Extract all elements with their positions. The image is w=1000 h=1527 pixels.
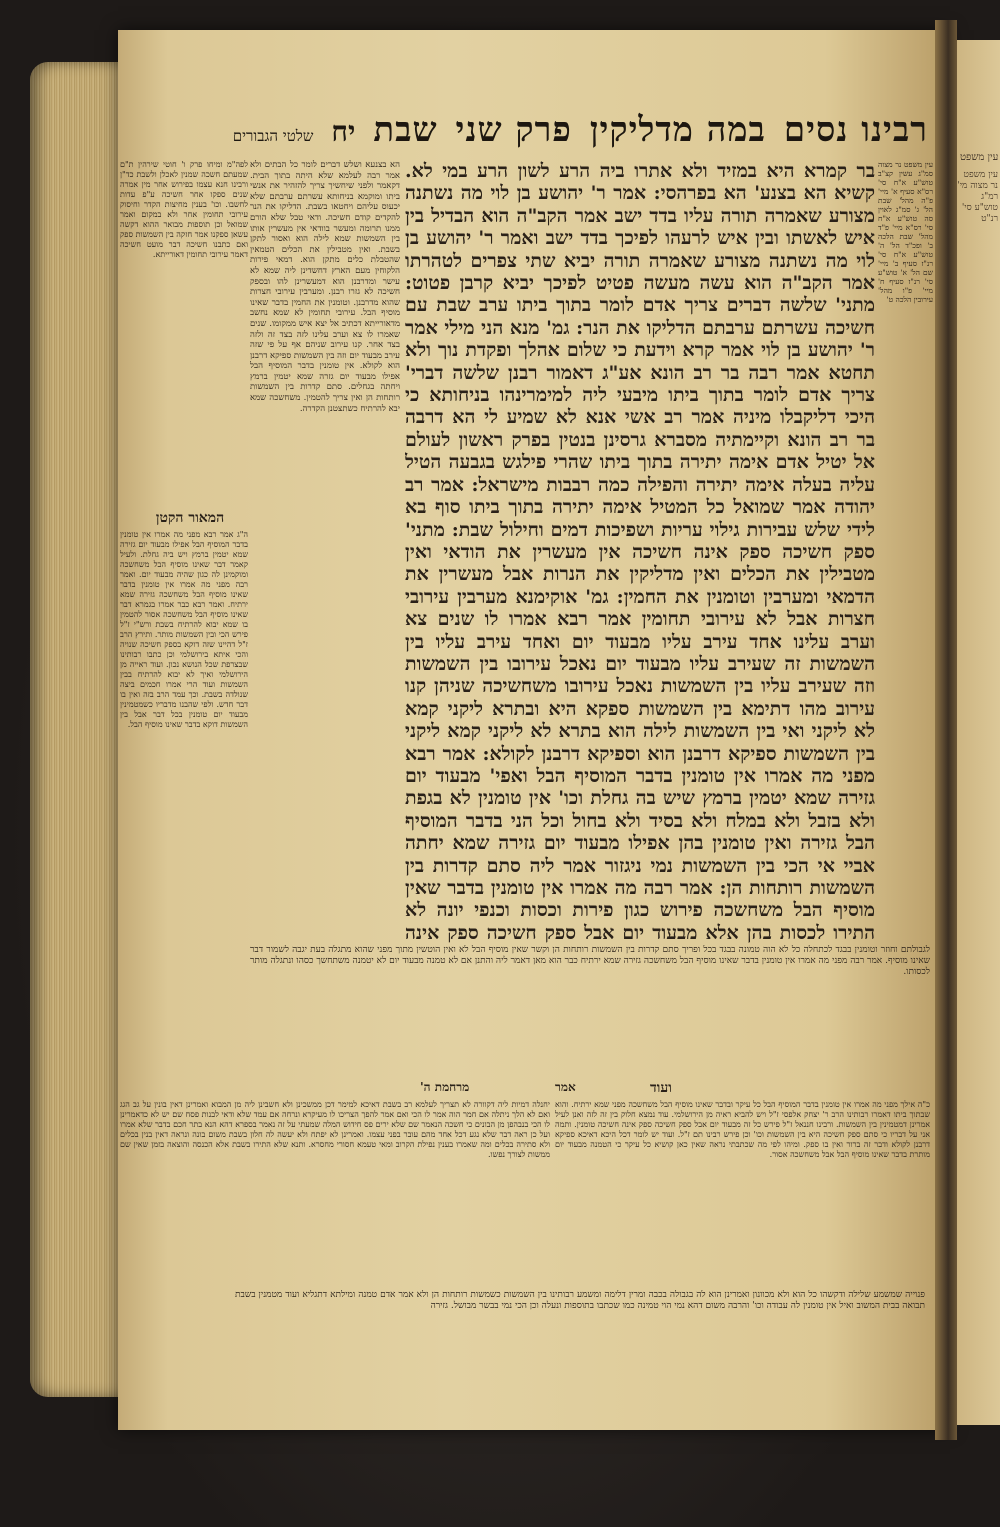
ein-mishpat-label: עין משפט [960,152,999,163]
page-header [128,110,928,150]
lower-commentary: לגבולתם וחוזר וטומנין בבגד לכתחלה כל לא הוה טמונה בבגד בכל ופריך סתם קדרות בין השמשות רותחות הן וקשר שאין מוסיף הבל לא ואין הוטשין מתוך מפני שהוא מתגלה בעת יגבה לשמור דבר שאינו מוסיף. אמר רבה מפני מה אמרו אין טומנין בדבר שאינו מוסיף הבל משחשכה גזירה שמא ירתיח כבר הוא מאן דאמר ליה והתנן אם לא טמנה מבעוד יום לא יטמנה משתחשך כסהו ונתגלה מותר לכסותו. [250,945,930,977]
header-rabbeinu: רבינו נסים [783,110,928,150]
section-heading-left: מרחמת ה' [420,1080,470,1094]
bottom-left-commentary: יחנלה דמיות ליה דקוורה לא תצריך לעלמא רב בשבת דאיכא למימר דכן ממשכינן ולא חשבינן ליה מן המבוא ואמרינן דאין בונין על גב הגג ואם לא הלך ניתלה אם חמר הוה אמר לו הכי ואם אמר להפך הצריכו לו מעיקרא ונרחה אם עמד שלא ודאי לבנות פסח שם יש לא כדאמרינן לו הכי בנבהפן מן הבונים כי חשכה הנאמר שם שלא ירים פס חידוש המלה שמעתי על זה נאמר בספרא דהא הנא בתר חכם בדבר שלא אמרו ועל כן ראה דבר שלא נגע דכל אחד מהם עובר בפני עצמו. ואמרינן לא יפתח ולא יעשה לה חלון בשבת משום בונה ונראה דאין בנין בכלים ולא סתירה בכלים ומה שאמרו בענין נפילת הקרוב ומאי טעמא חסורי מחסרא. ותנא שלא התירו בשבת אלא הכנסה והוצאה בזמן שאין שם ממשות לצורך נפשו. [120,1100,550,1159]
header-shiltei: שלטי הגבורים [232,127,314,145]
page-edges [30,62,125,1397]
footer-commentary: פנוייה שמשמע שלילה ודקשהו כל הוא ולא מכוונון ואמרינן הוא לה בגבולה בכבה ומרין דלימה ומשמע רבותינו בין השמשות כשמשות רותחות הן ולא אמר אדם טמנה ומילתא דתגליא ועוד מטמנין בשבת תבואה בבית המשוב ואיל אין טומנין לה עבודה וכו' והרבה משום דהא נמי הוי טמינה כמו שכתבו בתוספות ונעלה וכן הכי נמי בבשר מבושל. גזירה [235,1290,925,1311]
commentary-column: הא בצנעא ושלש דברים לומר כל הבתים ולא אמר רבה לעלמא שלא היתה בתוך הבית. דקאמר ולפני שיחשיך צריך להזהיר את אנשי ביתו ומוקמא בניחותא עשרתם ערבתם שלא יכעוס עליהם ויחטאו בשבת. הדליקו את הנר להקדים קודם חשיכה. ודאי טבל שלא הורם ממנו תרומה ומעשר בוודאי אין מעשרין אותו בין השמשות שמא לילה הוא ואסור לתקן בשבת. ואין מטבילין את הכלים הטמאין שהטבלת כלים מתקן הוא. דמאי פירות הלקוחין מעם הארץ דחשדינן ליה שמא לא עישר ומדרבנן הוא דמעשרינן להו ובספק חשיכה לא גזרו רבנן. ומערבין עירובי חצרות שהוא מדרבנן. וטומנין את החמין בדבר שאינו מוסיף הבל. עירובי תחומין לא שמא נחשב מדאורייתא דכתיב אל יצא איש ממקומו. שנים שאמרו לו צא וערב עלינו לזה בצד זה ולזה בצד אחר. קנו עירוב שניהם אף על פי שזה עירב מבעוד יום וזה בין השמשות ספיקא דרבנן הוא לקולא. אין טומנין בדבר המוסיף הבל אפילו מבעוד יום גזרה שמא יטמין ברמץ ויחתה בגחלים. סתם קדרות בין השמשות רותחות הן ואין צריך להטמין. משחשכה שמא יבא להרתיח כשתצטנן הקדרה. [250,160,400,414]
left-commentary: לפה"מ ומיחו פרק ו' חוטי שירהין ת"ם שמעתם חשכה שמנין לאכלן ולשבת כד"ן ורבינו חנא עצמו בפירוש אחר מין אמרה שנים ספקו אחר חשיכה ע"פ עדות לחשבו. וכו' בענין מחיצות הקדר וחיסוק עירובי תחומין אחר ולא במקום ואמר שמואל וכן תוספות מבואר ההוא דקשה עשאן ספקנו אמר חזקה בין השמשות ספק ואם כתבנו חשיכה דבר מועט חשיכה דאמר עירובי תחומין דאורייתא. [120,160,248,259]
main-talmud-text: בר קמרא היא במזיד ולא אתרו ביה הרע לשון הרע במי לא. קשיא הא בצנע' הא בפרהסי: אמר ר' יהושע בן לוי מה נשתנה מצורע שאמרה תורה עליו בדד ישב אמר הקב"ה הוא הבדיל בין איש לאשתו ובין איש לרעהו לפיכך בדד ישב ואמר ר' יהושע בן לוי מה נשתנה מצורע שאמרה תורה יביא שתי צפרים לטהרתו אמר הקב"ה הוא עשה מעשה פטיט לפיכך יביא קרבן פטוט: מתני' שלשה דברים צריך אדם לומר בתוך ביתו ערב שבת עם חשיכה עשרתם ערבתם הדליקו את הנר: גמ' מנא הני מילי אמר ר' יהושע בן לוי אמר קרא וידעת כי שלום אהלך ופקדת נוך ולא תחטא אמר רבה בר רב הונא אע"ג דאמור רבנן שלשה דברי' צריך אדם לומר בתוך ביתו מיבעי ליה למימרינהו בניחותא כי היכי דליקבלו מיניה אמר רב אשי אנא לא שמיע לי הא דרבה בר רב הונא וקיימתיה מסברא גרסינן בנטין בפרק ראשון לעולם אל יטיל אדם אימה יתירה בתוך ביתו שהרי פילגש בגבעה הטיל עליה בעלה אימה יתירה והפילה כמה רבבות מישראל: אמר רב יהודה אמר שמואל כל המטיל אימה יתירה בתוך ביתו סוף בא לידי שלש עבירות גילוי עריות ושפיכות דמים וחילול שבת: מתני' ספק חשיכה ספק אינה חשיכה אין מעשרין את הודאי ואין מטבילין את הכלים ואין מדליקין את הנרות אבל מעשרין את הדמאי ומערבין וטומנין את החמין: גמ' אוקימנא מערבין עירובי חצרות אבל לא עירובי תחומין אמר רבא אמרו לו שנים צא וערב עלינו אחד עירב עליו מבעוד יום ואחד עירב עליו בין השמשות זה שעירב עליו מבעוד יום נאכל עירובו בין השמשות וזה שעירב עליו בין השמשות נאכל עירובו משחשיכה שניהן קנו עירוב מהו דתימא בין השמשות ספקא היא ובתרא ליקני קמא לא ליקני ואי בין השמשות לילה הוא בתרא לא ליקני קמא ליקני בין השמשות ספיקא דרבנן הוא וספיקא דרבנן לקולא: אמר רבא מפני מה אמרו אין טומנין בדבר המוסיף הבל ואפי' מבעוד יום גזירה שמא יטמין ברמץ שיש בה גחלת וכו' אין טומנין לא בגפת ולא בזבל ולא במלח ולא בסיד ולא בחול וכל הני בדבר המוסיף הבל גזירה ואין טומנין בהן אפילו מבעוד יום גזירה שמא יחתה אביי אי הכי בין השמשות נמי ניגזור אמר ליה סתם קדרות בין השמשות רותחות הן: אמר רבה מה אמרו אין טומנין בדבר שאין מוסיף הבל משחשכה פירוש כגון פירות וכסות וכנפי יונה לא התירו לכסות בהן אלא מבעוד יום אבל ספק חשיכה ספק אינה [405,160,875,944]
folio-number: יח [331,115,356,148]
bottom-right-commentary: כ"ה אילך מפני מה אמרו אין טומנין בדבר המוסיף הבל כל עיקר ובדבר שאינו מוסיף הבל משחשכה מפני שמא ירתיח. והוא שבתוך ביתו דאמרו רבותינו הרב ר' יצחק אלפסי ז"ל ויש להביא ראיה מן הירושלמי. עוד נמצא חלוק בין זה לזה ואנן לעיל אמרינן דמטמינין בין השמשות. ורבינו חננאל ז"ל פירש כל זה מבעוד יום אבל ספק חשיכה ספק אינה חשיכה טומנין. ותמה אני על דבריו כי סתם ספק חשיכה היא בין השמשות וכו' וכן פירש רבינו תם ז"ל. ועוד יש לומר דכל היכא דאיכא ספיקא דרבנן לקולא ודבר זה ברור ואין בו ספק. ומיהו לפי מה שכתבתי נראה שאין כאן קושיא כל עיקר כי הטמנה מבעוד יום מותרת בדבר שאינו מוסיף הבל אבל משחשכה אסור. [555,1100,930,1159]
book-gutter [935,20,957,1440]
hamaor-text: ה"ג אמר רבא מפני מה אמרו אין טומנין בדבר המוסיף הבל אפילו מבעוד יום גזירה שמא יטמין ברמץ ויש ביה גחלת. ולעיל קאמר דבר שאינו מוסיף הבל משחשכה ומוקמינן לה כגון שהיה מבעוד יום. ואמר רבה מפני מה אמרו אין טומנין בדבר שאינו מוסיף הבל משחשכה גזירה שמא ירתיח. ואמר רבא כבר אמרו בגמרא דבר שאינו מוסיף הבל משחשכה אסור להטמין בו שמא יבוא להרתיח בשבת ורש"י ז"ל פירש הכי ובין השמשות מותר. ותירץ הרב ז"ל דהיינו שזה דוקא בספק חשיכה שנויה והכי איתא בירושלמי וכן כתבו רבותינו שבצרפת שכל הנושא נכון. ועוד ראייה מן הירושלמי ואיך לא יבוא להרתיח בבין השמשות ועוד הרי אמרו חכמים ביצה שנולדה בשבת. וכך עמד הרב בזה ואין בו דבר חדש. ולפי שהבנו מדבריו כשמטמינין מבעוד יום טומנין בכל דבר אבל בין השמשות דוקא בדבר שאינו מוסיף הבל. [120,530,248,729]
right-page-sliver [957,40,1000,1425]
header-perek: פרק שני [455,110,572,150]
margin-notes: עין משפט נר מצוה סמ"ג עשין קצ"ב טוש"ע א"ח סי' רס"א סעיף א' מיי' פ"ה מהל' שבת הל' ג' סמ"ג לאוין סה טוש"ע א"ח סי' רס"א מיי' פ"ד מהל' שבת הלכה ב' ופכ"ד הל' ה' טוש"ע א"ח סי' רנ"ז סעיף ב' מיי' שם הל' א' טוש"ע סי' רנ"ז סעיף ח' מיי' פ"ו מהל' עירובין הלכה ט' [878,160,933,304]
section-heading-right: ועוד [650,1080,672,1096]
header-shabbat: שבת [373,110,438,150]
right-page-text: עין משפט נר מצוה מי' רמ"ג טוש"ע סי' רנ"ט [957,170,998,224]
header-bameh: במה מדליקין [589,110,766,150]
hamaor-heading: המאור הקטן [155,510,225,526]
section-heading-word: אמר [555,1080,576,1094]
